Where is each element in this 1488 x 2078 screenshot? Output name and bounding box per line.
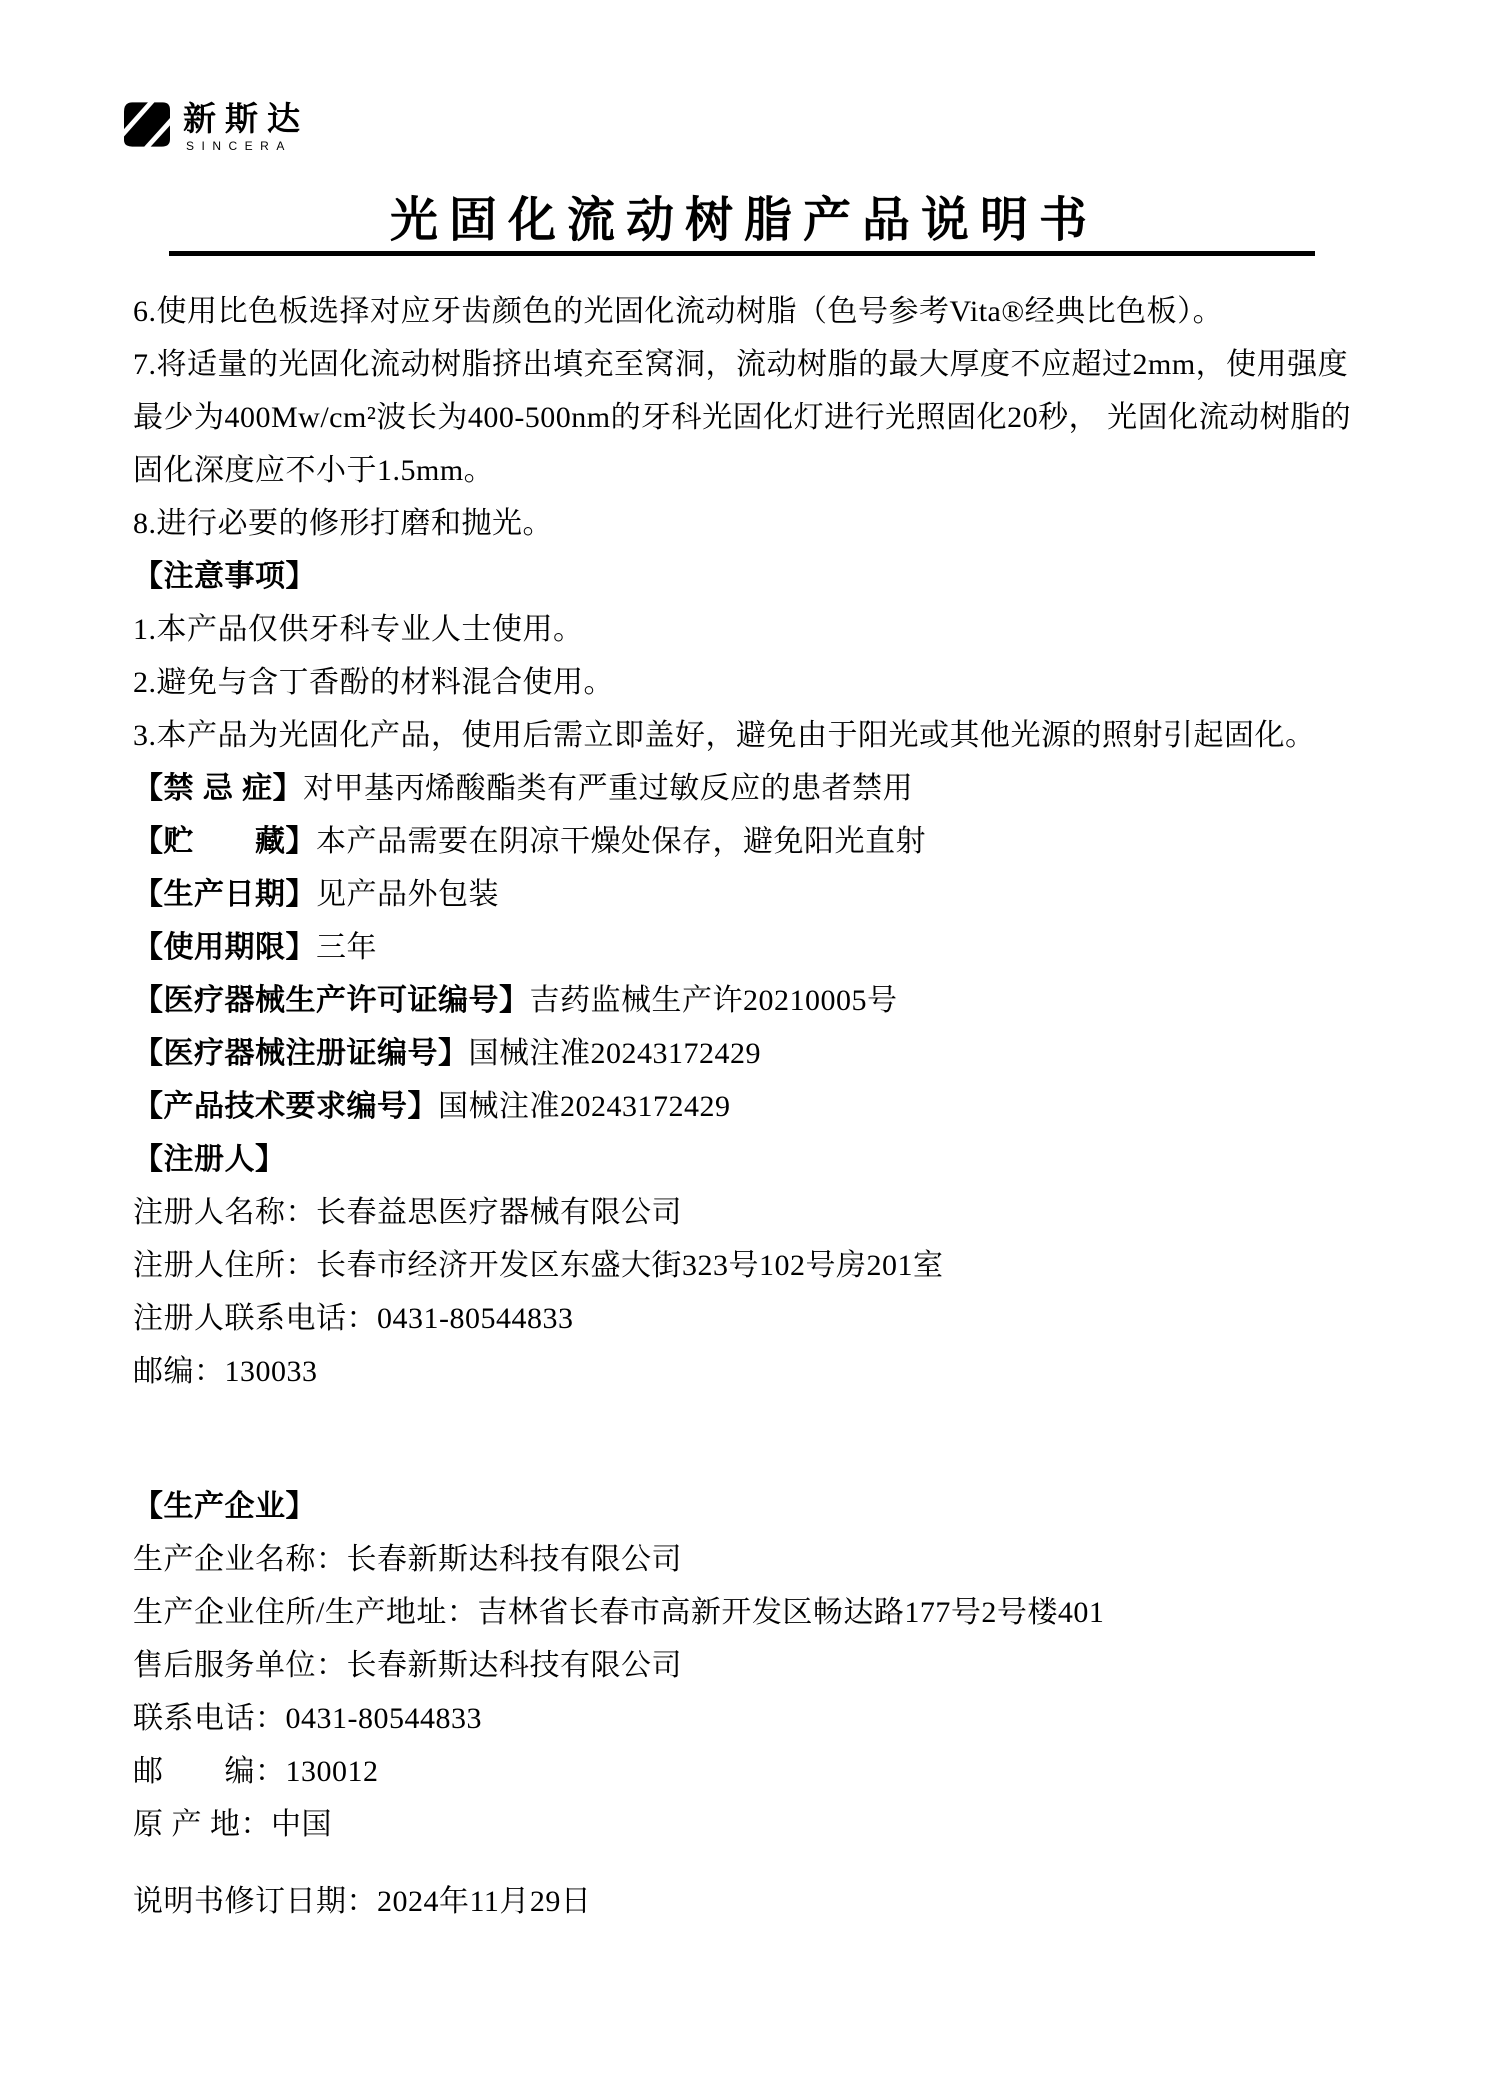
section-heading: [133, 1133, 1363, 1186]
section-label: 【医疗器械注册证编号】: [133, 1037, 469, 1070]
section-label: 【生产日期】: [133, 878, 316, 911]
doc-line: [133, 1533, 1363, 1586]
doc-line: [133, 1292, 1363, 1345]
doc-line-text: 邮 编：130012: [133, 1755, 379, 1788]
doc-line-text: 1.本产品仅供牙科专业人士使用。: [133, 613, 584, 646]
sincera-s-mark-icon: [124, 102, 170, 147]
section-heading: [133, 550, 1363, 603]
logo-brand-name: 新斯达: [183, 100, 309, 137]
doc-line-text: 注册人联系电话：0431-80544833: [133, 1302, 574, 1335]
doc-line-text: 3.本产品为光固化产品，使用后需立即盖好，避免由于阳光或其他光源的照射引起固化。: [133, 719, 1316, 752]
doc-line: [133, 868, 1363, 921]
doc-line: [133, 497, 1363, 550]
doc-line-text: 注册人住所：长春市经济开发区东盛大街323号102号房201室: [133, 1249, 944, 1282]
logo-text: [183, 102, 309, 153]
doc-line-text: 对甲基丙烯酸酯类有严重过敏反应的患者禁用: [303, 772, 914, 805]
page-title: 光固化流动树脂产品说明书: [389, 194, 1098, 247]
doc-line: [133, 391, 1363, 444]
doc-line-text: 2.避免与含丁香酚的材料混合使用。: [133, 666, 614, 699]
doc-line: [133, 285, 1363, 338]
doc-line-text: 说明书修订日期：2024年11月29日: [133, 1885, 592, 1918]
doc-line-text: 6.使用比色板选择对应牙齿颜色的光固化流动树脂（色号参考Vita®经典比色板）。: [133, 295, 1224, 328]
doc-line: [133, 709, 1363, 762]
section-heading: [133, 1480, 1363, 1533]
section-label: 【贮 藏】: [133, 825, 316, 858]
section-label: 【使用期限】: [133, 931, 316, 964]
doc-line-text: 原 产 地：中国: [133, 1808, 332, 1841]
doc-line: [133, 921, 1363, 974]
doc-line-text: 7.将适量的光固化流动树脂挤出填充至窝洞，流动树脂的最大厚度不应超过2mm，使用强度: [133, 348, 1349, 381]
doc-line: [133, 762, 1363, 815]
section-label: 【注意事项】: [133, 560, 316, 593]
doc-line: [133, 1745, 1363, 1798]
section-label: 【医疗器械生产许可证编号】: [133, 984, 530, 1017]
doc-line: [133, 815, 1363, 868]
doc-line: [133, 1875, 1363, 1928]
section-label: 【禁 忌 症】: [133, 772, 304, 805]
doc-line: [133, 656, 1363, 709]
section-label: 【产品技术要求编号】: [133, 1090, 438, 1123]
doc-line: [133, 1692, 1363, 1745]
doc-line: [133, 1080, 1363, 1133]
doc-line-text: 最少为400Mw/cm²波长为400-500nm的牙科光固化灯进行光照固化20秒， 光固化流动树脂的: [133, 401, 1352, 434]
doc-line-text: 国械注准20243172429: [438, 1090, 731, 1123]
doc-line: [133, 1239, 1363, 1292]
document-body: [133, 285, 1363, 1928]
doc-line-text: 邮编：130033: [133, 1355, 318, 1388]
doc-line: [133, 1639, 1363, 1692]
doc-line-text: 生产企业名称：长春新斯达科技有限公司: [133, 1543, 682, 1576]
doc-line: [133, 603, 1363, 656]
section-label: 【生产企业】: [133, 1490, 316, 1523]
logo-subtitle: SINCERA: [186, 139, 292, 153]
doc-line-text: 生产企业住所/生产地址：吉林省长春市高新开发区畅达路177号2号楼401: [133, 1596, 1105, 1629]
section-label: 【注册人】: [133, 1143, 286, 1176]
doc-line-text: 三年: [316, 931, 377, 964]
doc-line-text: 8.进行必要的修形打磨和抛光。: [133, 507, 553, 540]
doc-line: [133, 974, 1363, 1027]
doc-line-text: 售后服务单位：长春新斯达科技有限公司: [133, 1649, 682, 1682]
doc-line: [133, 1586, 1363, 1639]
doc-line: [133, 1027, 1363, 1080]
doc-line-text: 固化深度应不小于1.5mm。: [133, 454, 495, 487]
doc-line: [133, 338, 1363, 391]
doc-line-text: 联系电话：0431-80544833: [133, 1702, 482, 1735]
doc-line-text: 吉药监械生产许20210005号: [529, 984, 898, 1017]
logo: [124, 102, 309, 153]
doc-line: [133, 1186, 1363, 1239]
doc-line-text: 本产品需要在阴凉干燥处保存，避免阳光直射: [316, 825, 926, 858]
doc-line-text: 国械注准20243172429: [468, 1037, 761, 1070]
doc-line: [133, 444, 1363, 497]
doc-line: [133, 1345, 1363, 1398]
title-underline: [169, 251, 1315, 256]
doc-line-text: 见产品外包装: [316, 878, 499, 911]
doc-line: [133, 1798, 1363, 1851]
doc-line-text: 注册人名称：长春益思医疗器械有限公司: [133, 1196, 682, 1229]
